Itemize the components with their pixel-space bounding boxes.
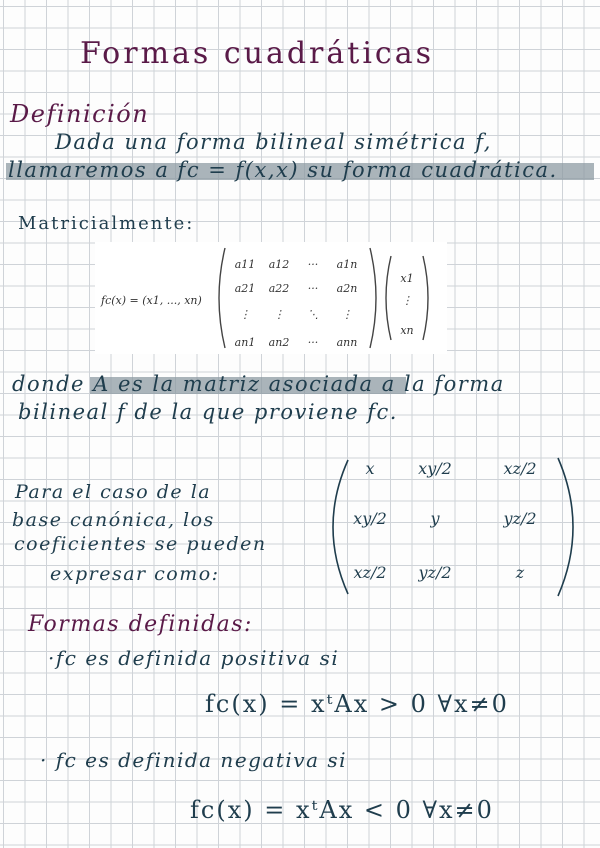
quadratic-form-formula (95, 242, 447, 354)
matrix-entry: ⋮ (341, 308, 353, 321)
matrix-entry: ··· (307, 258, 319, 271)
definida-negativa-item: · fc es definida negativa si (40, 748, 348, 772)
canonical-matrix-entry: xz/2 (353, 563, 387, 582)
canonical-matrix-entry: y (430, 509, 440, 528)
matrix-entry: ⋱ (307, 308, 319, 321)
definition-line-1: Dada una forma bilineal simétrica f, (55, 130, 492, 154)
definida-positiva-equation: fc(x) = xᵗAx > 0 ∀x≠0 (205, 690, 509, 718)
matrix-entry: a22 (268, 282, 290, 295)
canonical-matrix (320, 452, 580, 602)
matrix-entry: a2n (336, 282, 358, 295)
canonical-matrix-entry: xz/2 (503, 459, 537, 478)
matrix-entry: an2 (268, 336, 290, 349)
matrix-entry: ⋮ (273, 308, 285, 321)
formula-lhs: fc(x) = (x1, ..., xn) (101, 294, 202, 307)
vector-entry: xn (400, 324, 414, 337)
matrix-entry: an1 (234, 336, 256, 349)
definida-positiva-item: ·fc es definida positiva si (48, 646, 340, 670)
matrix-entry: a12 (268, 258, 290, 271)
canonica-line-4: expresar como: (50, 563, 220, 585)
matrix-entry: a21 (234, 282, 256, 295)
matrix-entry: ··· (307, 336, 319, 349)
definition-line-2: llamaremos a fc = f(x,x) su forma cuadrática. (8, 158, 558, 182)
vector-entry: x1 (400, 272, 414, 285)
donde-line-1: donde A es la matriz asociada a la forma (12, 372, 505, 396)
donde-line-2: bilineal f de la que proviene fc. (18, 400, 398, 424)
definidas-heading: Formas definidas: (28, 612, 253, 637)
matrix-entry: ··· (307, 282, 319, 295)
matrix-entry: ann (336, 336, 358, 349)
definida-negativa-equation: fc(x) = xᵗAx < 0 ∀x≠0 (190, 796, 494, 824)
vector-entry: ⋮ (401, 294, 413, 307)
matricial-label: Matricialmente: (18, 213, 195, 234)
matrix-entry: a1n (336, 258, 358, 271)
canonical-matrix-entry: xy/2 (353, 509, 387, 528)
definition-heading: Definición (10, 100, 150, 128)
canonica-line-3: coeficientes se pueden (14, 533, 267, 555)
canonical-matrix-entry: yz/2 (503, 509, 537, 528)
page-title: Formas cuadráticas (80, 36, 435, 71)
canonical-matrix-entry: z (515, 563, 525, 582)
matrix-entry: a11 (234, 258, 256, 271)
canonical-matrix-entry: x (365, 459, 375, 478)
canonica-line-1: Para el caso de la (15, 481, 212, 503)
canonical-matrix-entry: xy/2 (418, 459, 452, 478)
canonical-matrix-entry: yz/2 (418, 563, 452, 582)
matrix-entry: ⋮ (239, 308, 251, 321)
canonica-line-2: base canónica, los (12, 509, 215, 531)
